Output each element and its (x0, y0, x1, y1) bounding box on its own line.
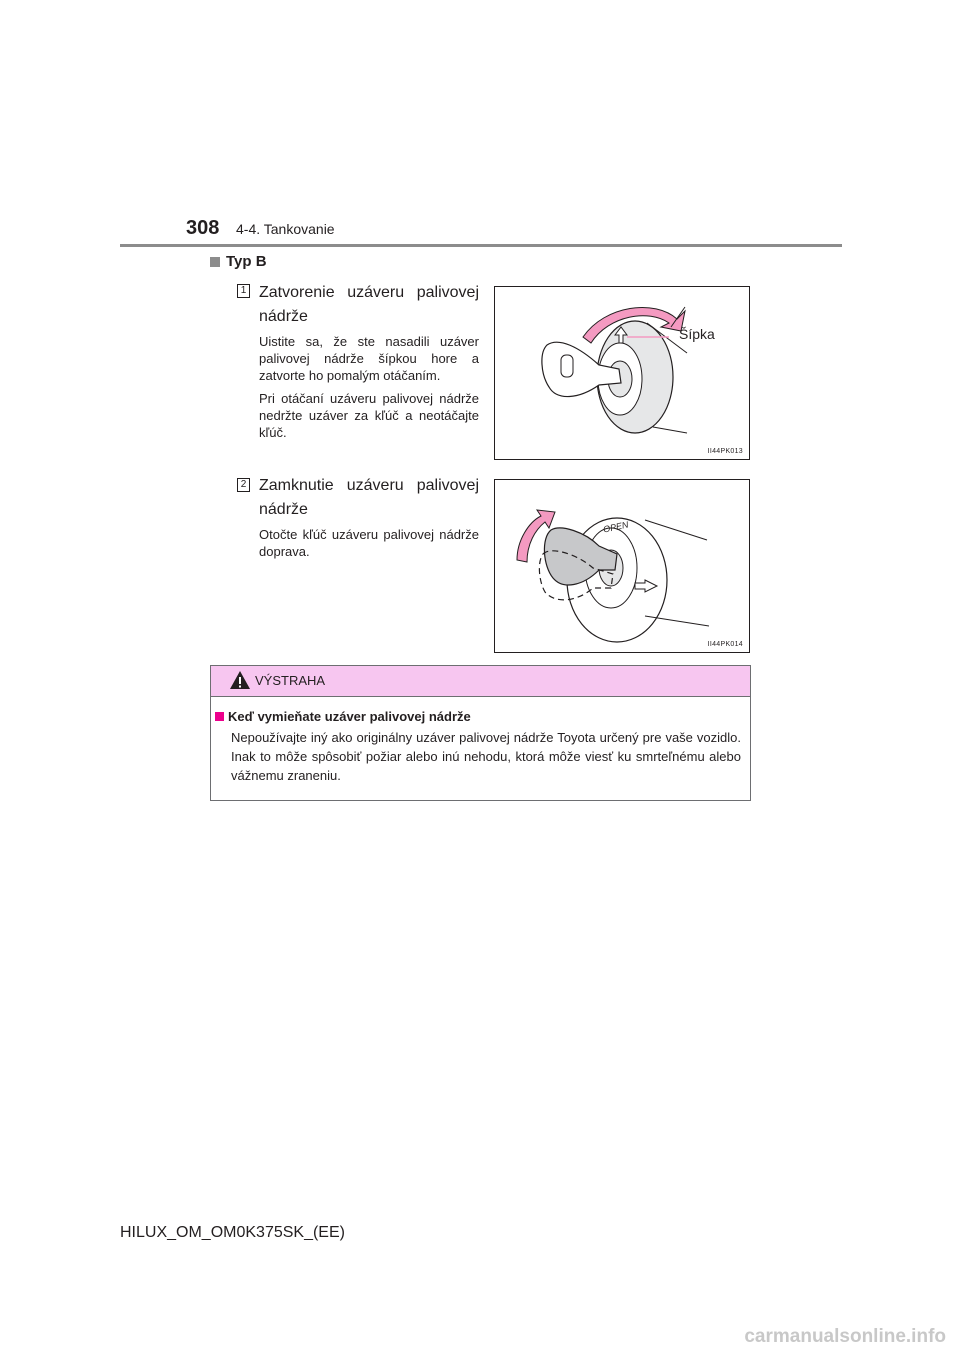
step-2-title: Zamknutie uzáveru palivovej nádrže (259, 477, 479, 518)
fuel-cap-locking-illustration (495, 480, 749, 652)
cap-open-marking: OPEN (602, 519, 630, 535)
square-bullet-icon (215, 712, 224, 721)
section-title: 4-4. Tankovanie (236, 221, 335, 237)
warning-box (210, 665, 751, 801)
subheading (210, 253, 267, 270)
figure-2-code: II44PK014 (707, 641, 743, 648)
footer-code: HILUX_OM_OM0K375SK_(EE) (120, 1224, 345, 1241)
warning-body: Nepoužívajte iný ako originálny uzáver palivovej nádrže Toyota určený pre vaše vozidlo. Inak to môže spôsobiť požiar alebo inú nehodu, ktorá môže viesť ku smrteľnému alebo vážnemu zraneniu. (231, 730, 741, 783)
step-2-number: 2 (237, 478, 250, 492)
step-1-text-1: Uistite sa, že ste nasadili uzáver palivovej nádrže šípkou hore a zatvorte ho pomalým otáčaním. (259, 334, 479, 383)
warning-header (211, 666, 750, 697)
watermark: carmanualsonline.info (744, 1326, 946, 1347)
page-number: 308 (186, 217, 220, 239)
header-rule (120, 244, 842, 247)
warning-subheading (215, 709, 471, 724)
figure-1-code: II44PK013 (707, 448, 743, 455)
warning-subheading-text: Keď vymieňate uzáver palivovej nádrže (228, 709, 471, 724)
step-2-text-1: Otočte kľúč uzáveru palivovej nádrže doprava. (259, 527, 479, 559)
subheading-text: Typ B (226, 253, 267, 270)
fuel-cap-closing-illustration (495, 287, 749, 459)
step-1-title: Zatvorenie uzáveru palivovej nádrže (259, 284, 479, 325)
warning-triangle-icon (229, 670, 251, 690)
figure-1 (494, 286, 750, 460)
step-1-text-2: Pri otáčaní uzáveru palivovej nádrže nedržte uzáver za kľúč a neotáčajte kľúč. (259, 391, 479, 440)
arrow-callout-label: Šípka (679, 326, 715, 342)
warning-heading: VÝSTRAHA (255, 673, 326, 688)
figure-2 (494, 479, 750, 653)
step-1-number: 1 (237, 284, 250, 298)
square-bullet-icon (210, 257, 220, 267)
